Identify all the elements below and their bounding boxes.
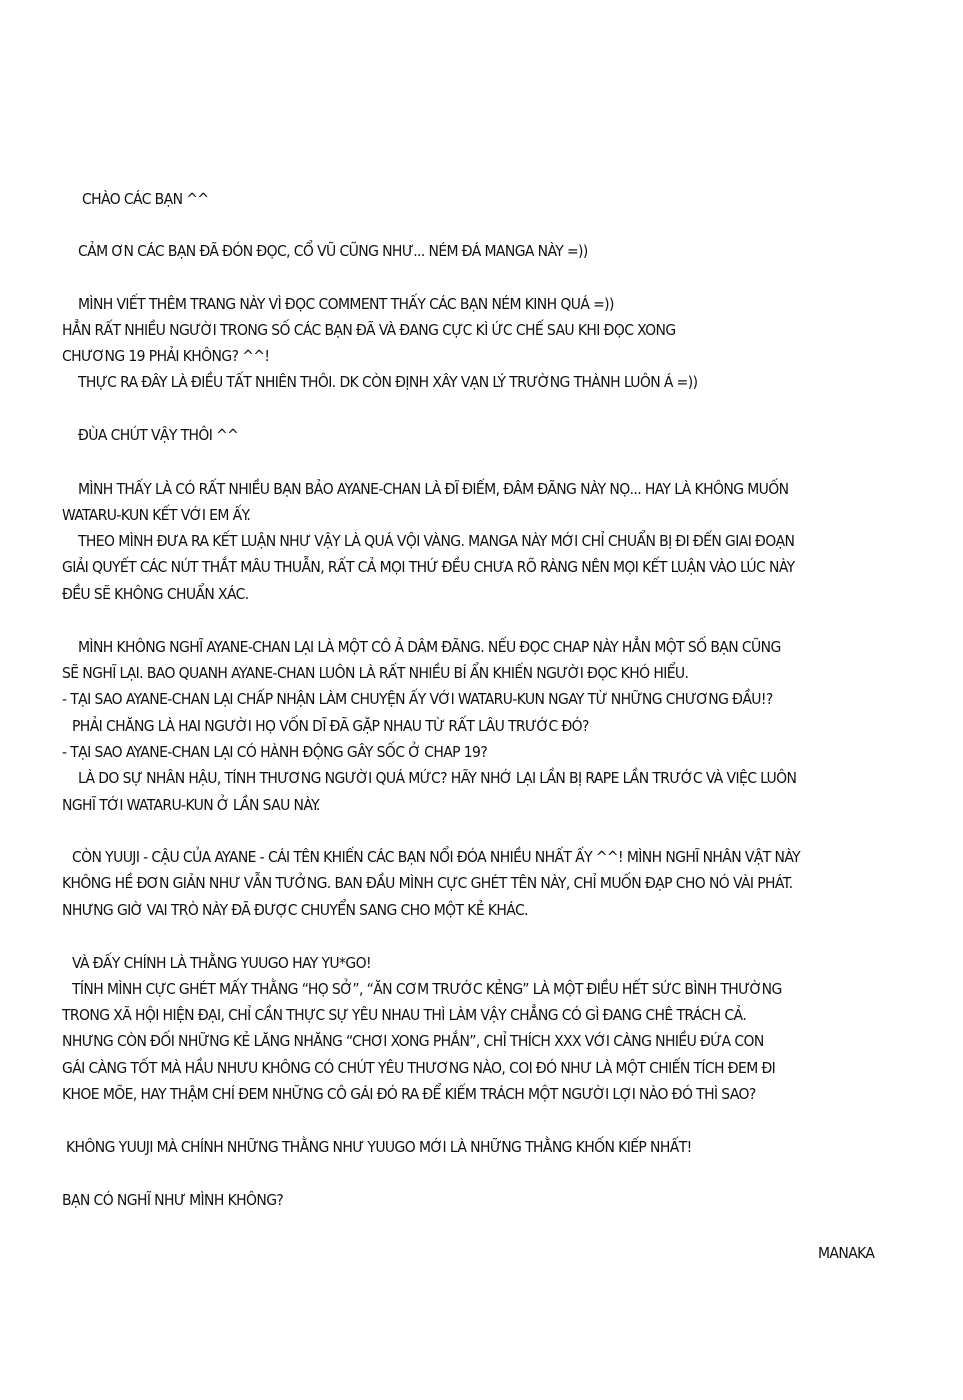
text-line: TRONG XÃ HỘI HIỆN ĐẠI, CHỈ CẦN THỰC SỰ YÊU NHAU THÌ LÀM VẬY CHẲNG CÓ GÌ ĐANG CHÊ TRÁCH CẢ. [62,1006,747,1024]
text-line: TÍNH MÌNH CỰC GHÉT MẤY THẰNG “HỌ SỞ”, “ĂN CƠM TRƯỚC KẺNG” LÀ MỘT ĐIỀU HẾT SỨC BÌNH THƯỜNG [72,980,782,998]
greeting-line: CHÀO CÁC BẠN ^^ [82,190,209,208]
text-line: KHOE MÕE, HAY THẬM CHÍ ĐEM NHỮNG CÔ GÁI ĐÓ RA ĐỂ KIẾM TRÁCH MỘT NGƯỜI LỢI NÀO ĐÓ THÌ SAO? [62,1085,756,1103]
text-line: SẼ NGHĨ LẠI. BAO QUANH AYANE-CHAN LUÔN LÀ RẤT NHIỀU BÍ ẨN KHIẾN NGƯỜI ĐỌC KHÓ HIỂU. [62,664,689,682]
signature: MANAKA [818,1244,875,1262]
text-line: KHÔNG HỀ ĐƠN GIẢN NHƯ VẪN TƯỞNG. BAN ĐẦU MÌNH CỰC GHÉT TÊN NÀY, CHỈ MUỐN ĐẠP CHO NÓ VÀI PHÁT. [62,874,793,892]
closing-question: BẠN CÓ NGHĨ NHƯ MÌNH KHÔNG? [62,1191,284,1209]
text-line: GIẢI QUYẾT CÁC NÚT THẮT MÂU THUẪN, RẤT CẢ MỌI THỨ ĐỀU CHƯA RÕ RÀNG NÊN MỌI KẾT LUẬN VÀO LÚC NÀY [62,558,795,576]
bullet-line: - TẠI SAO AYANE-CHAN LẠI CHẤP NHẬN LÀM CHUYỆN ẤY VỚI WATARU-KUN NGAY TỪ NHỮNG CHƯƠNG ĐẦU!? [62,690,773,708]
text-line: WATARU-KUN KẾT VỚI EM ẤY. [62,506,251,524]
text-line: THEO MÌNH ĐƯA RA KẾT LUẬN NHƯ VẬY LÀ QUÁ VỘI VÀNG. MANGA NÀY MỚI CHỈ CHUẨN BỊ ĐI ĐẾN GIAI ĐOẠN [78,532,795,550]
text-line: THỰC RA ĐÂY LÀ ĐIỀU TẤT NHIÊN THÔI. DK CÒN ĐỊNH XÂY VẠN LÝ TRƯỜNG THÀNH LUÔN Á =)) [78,373,698,391]
text-line: NHƯNG GIỜ VAI TRÒ NÀY ĐÃ ĐƯỢC CHUYỂN SANG CHO MỘT KẺ KHÁC. [62,901,528,919]
text-line: VÀ ĐẤY CHÍNH LÀ THẰNG YUUGO HAY YU*GO! [72,954,371,972]
text-line: ĐỀU SẼ KHÔNG CHUẨN XÁC. [62,585,249,603]
text-line: LÀ DO SỰ NHÂN HẬU, TÍNH THƯƠNG NGƯỜI QUÁ MỨC? HÃY NHỚ LẠI LẦN BỊ RAPE LẦN TRƯỚC VÀ VIỆC LUÔN [78,769,797,787]
text-line: CHƯƠNG 19 PHẢI KHÔNG? ^^! [62,347,270,365]
text-line: CẢM ƠN CÁC BẠN ĐÃ ĐÓN ĐỌC, CỔ VŨ CŨNG NHƯ... NÉM ĐÁ MANGA NÀY =)) [78,242,588,260]
text-line: PHẢI CHĂNG LÀ HAI NGƯỜI HỌ VỐN DĨ ĐÃ GẶP NHAU TỪ RẤT LÂU TRƯỚC ĐÓ? [72,717,589,735]
text-line: NGHĨ TỚI WATARU-KUN Ở LẦN SAU NÀY. [62,796,320,814]
text-line: CÒN YUUJI - CẬU CỦA AYANE - CÁI TÊN KHIẾN CÁC BẠN NỔI ĐÓA NHIỀU NHẤT ẤY ^^! MÌNH NGHĨ NHÂN VẬT NÀY [72,848,800,866]
text-line: ĐÙA CHÚT VẬY THÔI ^^ [78,426,239,444]
text-line: NHƯNG CÒN ĐỐI NHỮNG KẺ LĂNG NHĂNG “CHƠI XONG PHẮN”, CHỈ THÍCH XXX VỚI CÀNG NHIỀU ĐỨA CON [62,1032,764,1050]
text-line: MÌNH THẤY LÀ CÓ RẤT NHIỀU BẠN BẢO AYANE-CHAN LÀ ĐĨ ĐIẾM, ĐÂM ĐÃNG NÀY NỌ... HAY LÀ KHÔNG MUỐN [78,480,789,498]
bullet-line: - TẠI SAO AYANE-CHAN LẠI CÓ HÀNH ĐỘNG GÂY SỐC Ở CHAP 19? [62,743,488,761]
text-line: HẲN RẤT NHIỀU NGƯỜI TRONG SỐ CÁC BẠN ĐÃ VÀ ĐANG CỰC KÌ ỨC CHẾ SAU KHI ĐỌC XONG [62,321,676,339]
text-line: GÁI CÀNG TỐT MÀ HẦU NHƯU KHÔNG CÓ CHÚT YÊU THƯƠNG NÀO, COI ĐÓ NHƯ LÀ MỘT CHIẾN TÍCH ĐEM ĐI [62,1059,776,1077]
text-line: KHÔNG YUUJI MÀ CHÍNH NHỮNG THẰNG NHƯ YUUGO MỚI LÀ NHỮNG THẰNG KHỐN KIẾP NHẤT! [66,1138,692,1156]
text-line: MÌNH KHÔNG NGHĨ AYANE-CHAN LẠI LÀ MỘT CÔ Ả DÂM ĐÃNG. NẾU ĐỌC CHAP NÀY HẲN MỘT SỐ BẠN CŨNG [78,638,781,656]
text-line: MÌNH VIẾT THÊM TRANG NÀY VÌ ĐỌC COMMENT THẤY CÁC BẠN NÉM KINH QUÁ =)) [78,295,614,313]
